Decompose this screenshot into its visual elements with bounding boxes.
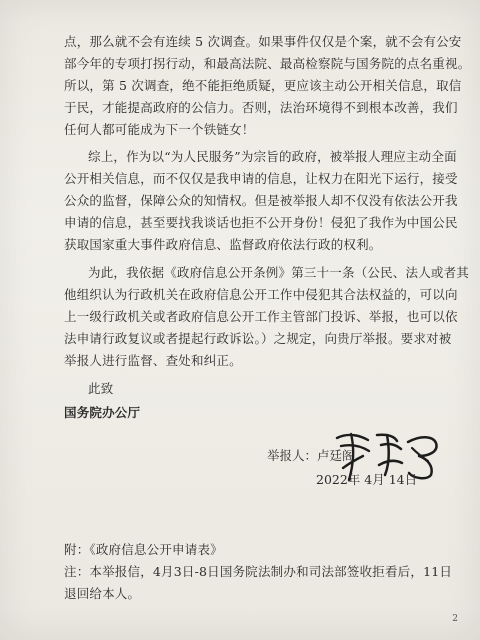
body-line-2: 部今年的专项打拐行动，和最高法院、最高检察院与国务院的点名重视。 [64,56,471,71]
note-line-1: 注：本举报信，4月3日-8日国务院法制办和司法部签收拒看后，11日 [64,564,453,579]
summary-line-3: 公众的监督，保障公众的知情权。但是被举报人却不仅没有依法公开我 [64,193,458,208]
basis-line-1: 为此，我依据《政府信息公开条例》第三十一条（公民、法人或者其 [88,265,470,280]
recipient: 国务院办公厅 [64,405,141,420]
basis-line-2: 他组织认为行政机关在政府信息公开工作中侵犯其合法权益的，可以向 [64,287,458,302]
summary-line-2: 公开相关信息，而不仅仅是我申请的信息，让权力在阳光下运行，接受 [64,171,458,186]
basis-line-3: 上一级行政机关或者政府信息公开工作主管部门投诉、举报，也可以依 [64,309,458,324]
attachment-line: 附：《政府信息公开申请表》 [64,542,223,557]
body-line-5: 任何人都可能成为下一个铁链女！ [64,122,255,137]
signer-label: 举报人：卢廷阁 [267,448,355,463]
basis-line-4: 法申请行政复议或者提起行政诉讼。）之规定，向贵厅举报。要求对被 [64,331,452,346]
date-line: 2022年 4月 14日 [316,472,418,487]
body-line-3: 所以，第 5 次调查，绝不能拒绝质疑，更应该主动公开相关信息，取信 [64,78,462,93]
closing-salutation: 此致 [88,381,114,396]
note-line-2: 退回给本人。 [64,586,141,601]
page-number: 2 [452,614,458,624]
summary-line-4: 申请的信息，甚至要找我谈话也拒不公开身份！侵犯了我作为中国公民 [64,215,458,230]
body-line-1: 点，那么就不会有连续 5 次调查。如果事件仅仅是个案，就不会有公安 [64,34,462,49]
body-line-4: 于民，才能提高政府的公信力。否则，法治环境得不到根本改善，我们 [64,100,458,115]
basis-line-5: 举报人进行监督、查处和纠正。 [64,353,242,368]
summary-line-1: 综上，作为以“为人民服务”为宗旨的政府，被举报人理应主动全面 [88,149,457,164]
summary-line-5: 获取国家重大事件政府信息、监督政府依法行政的权利。 [64,237,382,252]
